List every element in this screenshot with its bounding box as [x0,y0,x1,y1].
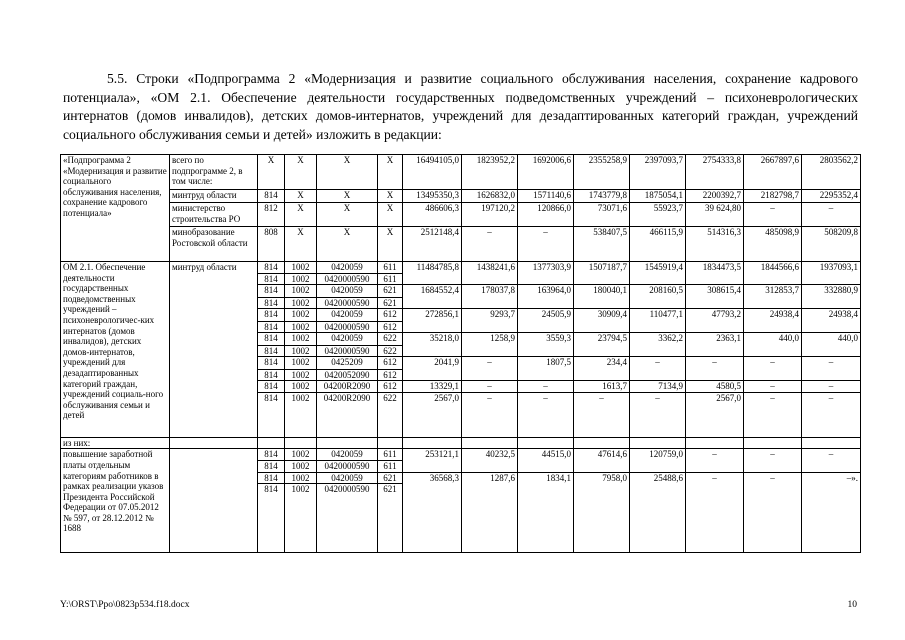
value-cell-7: – [802,449,861,472]
code-rzpr: 1002 [285,345,317,357]
value-cell-7: 440,0 [802,333,861,357]
empty-cell [744,437,802,449]
value-cell-2: – [518,392,574,437]
value-cell-3: 2355258,9 [574,155,630,190]
code-vr: 622 [378,345,403,357]
code-vr: Х [378,155,403,190]
value-cell-4: 466115,9 [630,227,686,262]
code-vr: Х [378,190,403,203]
value-cell-0: 253121,1 [403,449,462,472]
value-cell-3: 47614,6 [574,449,630,472]
code-rzpr: 1002 [285,262,317,274]
value-cell-7: – [802,203,861,227]
code-rzpr: 1002 [285,297,317,309]
value-cell-7: 2295352,4 [802,190,861,203]
code-vr: 612 [378,321,403,333]
value-cell-1: 178037,8 [462,285,518,309]
executor-cell: минтруд области [170,190,258,203]
code-vr: 611 [378,460,403,472]
value-cell-7: 2803562,2 [802,155,861,190]
value-cell-5: 308615,4 [686,285,744,309]
empty-cell [630,437,686,449]
empty-cell [802,437,861,449]
value-cell-6: – [744,357,802,381]
value-cell-3: 7958,0 [574,472,630,553]
value-cell-6: 440,0 [744,333,802,357]
empty-cell [170,437,258,449]
value-cell-3: 23794,5 [574,333,630,357]
code-csr: 0420059 [317,309,378,321]
code-rzpr: 1002 [285,381,317,393]
table-row [61,203,861,227]
value-cell-0: 35218,0 [403,333,462,357]
value-cell-6: – [744,392,802,437]
table-row [61,190,861,203]
code-grbs: 814 [258,381,285,393]
value-cell-2: 1571140,6 [518,190,574,203]
value-cell-4: 2397093,7 [630,155,686,190]
code-grbs: 814 [258,297,285,309]
value-cell-0: 1684552,4 [403,285,462,309]
value-cell-5: – [686,357,744,381]
code-vr: 621 [378,484,403,553]
value-cell-7: – [802,392,861,437]
value-cell-2: 1377303,9 [518,262,574,285]
code-grbs: Х [258,155,285,190]
code-rzpr: Х [285,227,317,262]
value-cell-6: – [744,381,802,393]
code-csr: 0420000590 [317,321,378,333]
code-csr: 0420000590 [317,273,378,285]
code-csr: 0420059 [317,472,378,484]
code-rzpr: 1002 [285,392,317,437]
code-grbs: 814 [258,357,285,369]
value-cell-4: 1545919,4 [630,262,686,285]
value-cell-2: 120866,0 [518,203,574,227]
from-them-label: из них: [61,437,170,449]
value-cell-1: – [462,357,518,381]
code-csr: 04200R2090 [317,392,378,437]
value-cell-5: 1834473,5 [686,262,744,285]
code-grbs: 812 [258,203,285,227]
code-grbs: 814 [258,449,285,461]
code-grbs: 814 [258,460,285,472]
code-rzpr: 1002 [285,273,317,285]
code-grbs: 814 [258,369,285,381]
value-cell-4: 7134,9 [630,381,686,393]
value-cell-6: 2182798,7 [744,190,802,203]
value-cell-3: 538407,5 [574,227,630,262]
program-name-cell: «Подпрограмма 2 «Модернизация и развитие социального обслуживания населения, сохранение кадрового потенциала» [61,155,170,262]
value-cell-4: 120759,0 [630,449,686,472]
value-cell-7: 1937093,1 [802,262,861,285]
empty-cell [258,437,285,449]
page-number: 10 [847,600,857,610]
code-csr: 0420059 [317,262,378,274]
code-csr: Х [317,190,378,203]
value-cell-1: 40232,5 [462,449,518,472]
value-cell-4: 110477,1 [630,309,686,333]
code-csr: 0420059 [317,285,378,297]
empty-cell [378,437,403,449]
value-cell-0: 13495350,3 [403,190,462,203]
code-grbs: 814 [258,273,285,285]
value-cell-6: 1844566,6 [744,262,802,285]
code-csr: Х [317,227,378,262]
code-vr: 621 [378,472,403,484]
value-cell-4: 55923,7 [630,203,686,227]
value-cell-0: 2512148,4 [403,227,462,262]
value-cell-1: 1258,9 [462,333,518,357]
value-cell-5: 514316,3 [686,227,744,262]
code-grbs: 814 [258,321,285,333]
value-cell-0: 36568,3 [403,472,462,553]
code-vr: 612 [378,309,403,321]
value-cell-3: 1507187,7 [574,262,630,285]
code-csr: 0420000590 [317,460,378,472]
code-csr: 0420059 [317,449,378,461]
code-rzpr: Х [285,190,317,203]
value-cell-1: 1438241,6 [462,262,518,285]
main-event-name-cell: ОМ 2.1. Обеспечение деятельности государственных подведомственных учреждений – психоневрологичес-ких интернатов (домов инвалидов), детских домов-интернатов, учреждений для дезадаптированных категорий граждан, учреждений социаль-ного обслуживания семьи и детей [61,262,170,438]
value-cell-1: 197120,2 [462,203,518,227]
code-rzpr: 1002 [285,333,317,345]
value-cell-3: 73071,6 [574,203,630,227]
value-cell-3: 1743779,8 [574,190,630,203]
executor-cell-empty [170,449,258,553]
code-vr: 611 [378,262,403,274]
code-grbs: 814 [258,484,285,553]
value-cell-7: – [802,357,861,381]
value-cell-4: 25488,6 [630,472,686,553]
value-cell-1: 1626832,0 [462,190,518,203]
code-rzpr: 1002 [285,357,317,369]
value-cell-5: 2567,0 [686,392,744,437]
value-cell-0: 11484785,8 [403,262,462,285]
code-rzpr: Х [285,203,317,227]
code-csr: Х [317,155,378,190]
value-cell-4: – [630,392,686,437]
value-cell-5: 4580,5 [686,381,744,393]
budget-table [60,154,861,553]
value-cell-2: 1834,1 [518,472,574,553]
value-cell-5: – [686,472,744,553]
code-csr: 0420000590 [317,345,378,357]
value-cell-2: 3559,3 [518,333,574,357]
code-vr: 622 [378,392,403,437]
value-cell-5: 2200392,7 [686,190,744,203]
code-rzpr: 1002 [285,369,317,381]
code-rzpr: 1002 [285,309,317,321]
value-cell-3: 180040,1 [574,285,630,309]
code-grbs: 814 [258,392,285,437]
value-cell-7: – [802,381,861,393]
value-cell-0: 2041,9 [403,357,462,381]
executor-cell: всего по подпрограмме 2, в том числе: [170,155,258,190]
table-row [61,227,861,262]
value-cell-1: – [462,392,518,437]
value-cell-2: 1692006,6 [518,155,574,190]
value-cell-6: – [744,472,802,553]
value-cell-5: 47793,2 [686,309,744,333]
code-grbs: 814 [258,309,285,321]
value-cell-0: 16494105,0 [403,155,462,190]
value-cell-6: 2667897,6 [744,155,802,190]
value-cell-2: 163964,0 [518,285,574,309]
code-vr: 612 [378,369,403,381]
code-vr: 612 [378,357,403,369]
value-cell-6: – [744,203,802,227]
code-csr: Х [317,203,378,227]
code-grbs: 814 [258,190,285,203]
subevent-name-cell: повышение заработной платы отдельным категориям работников в рамках реализации указов Президента Российской Федерации от 07.05.2012 № 597, от 28.12.2012 № 1688 [61,449,170,553]
code-rzpr: 1002 [285,484,317,553]
code-vr: Х [378,227,403,262]
code-rzpr: 1002 [285,472,317,484]
empty-cell [317,437,378,449]
value-cell-4: 3362,2 [630,333,686,357]
executor-cell: министерство строительства РО [170,203,258,227]
value-cell-2: 1807,5 [518,357,574,381]
code-rzpr: Х [285,155,317,190]
empty-cell [403,437,462,449]
empty-cell [285,437,317,449]
value-cell-5: – [686,449,744,472]
empty-cell [518,437,574,449]
value-cell-5: 39 624,80 [686,203,744,227]
value-cell-7: –». [802,472,861,553]
value-cell-1: 1287,6 [462,472,518,553]
value-cell-0: 272856,1 [403,309,462,333]
value-cell-3: – [574,392,630,437]
value-cell-0: 13329,1 [403,381,462,393]
code-grbs: 814 [258,285,285,297]
code-grbs: 814 [258,345,285,357]
value-cell-0: 486606,3 [403,203,462,227]
code-vr: 611 [378,273,403,285]
code-rzpr: 1002 [285,449,317,461]
value-cell-1: – [462,381,518,393]
value-cell-0: 2567,0 [403,392,462,437]
value-cell-4: 1875054,1 [630,190,686,203]
code-rzpr: 1002 [285,460,317,472]
code-grbs: 814 [258,472,285,484]
code-vr: 611 [378,449,403,461]
value-cell-6: 24938,4 [744,309,802,333]
value-cell-3: 234,4 [574,357,630,381]
value-cell-1: – [462,227,518,262]
value-cell-6: – [744,449,802,472]
intro-paragraph: 5.5. Строки «Подпрограмма 2 «Модернизация и развитие социального обслуживания населения, сохранение кадрового потенциала», «ОМ 2.1. Обеспечение деятельности государственных подведомственных учреждений – психоневрологических интернатов (домов инвалидов), детских домов-интернатов, учреждений для дезадаптированных категорий граждан, учреждений социального обслуживания семьи и детей» изложить в редакции: [63,71,858,142]
table-row [61,262,861,274]
code-vr: 612 [378,381,403,393]
value-cell-7: 508209,8 [802,227,861,262]
value-cell-5: 2754333,8 [686,155,744,190]
value-cell-3: 1613,7 [574,381,630,393]
executor-cell: минтруд области [170,262,258,438]
value-cell-6: 485098,9 [744,227,802,262]
code-vr: 621 [378,297,403,309]
code-grbs: 808 [258,227,285,262]
code-csr: 0425209 [317,357,378,369]
from-them-row [61,437,861,449]
value-cell-1: 9293,7 [462,309,518,333]
value-cell-6: 312853,7 [744,285,802,309]
code-csr: 0420000590 [317,484,378,553]
code-grbs: 814 [258,333,285,345]
value-cell-2: – [518,227,574,262]
value-cell-4: – [630,357,686,381]
code-rzpr: 1002 [285,321,317,333]
value-cell-5: 2363,1 [686,333,744,357]
value-cell-7: 332880,9 [802,285,861,309]
value-cell-3: 30909,4 [574,309,630,333]
code-vr: 621 [378,285,403,297]
value-cell-1: 1823952,2 [462,155,518,190]
code-rzpr: 1002 [285,285,317,297]
value-cell-2: 44515,0 [518,449,574,472]
code-csr: 0420059 [317,333,378,345]
code-csr: 0420052090 [317,369,378,381]
value-cell-2: – [518,381,574,393]
table-row [61,449,861,461]
code-grbs: 814 [258,262,285,274]
value-cell-7: 24938,4 [802,309,861,333]
code-csr: 04200R2090 [317,381,378,393]
executor-cell: минобразование Ростовской области [170,227,258,262]
value-cell-4: 208160,5 [630,285,686,309]
table-row [61,155,861,190]
code-vr: Х [378,203,403,227]
empty-cell [574,437,630,449]
value-cell-2: 24505,9 [518,309,574,333]
code-csr: 0420000590 [317,297,378,309]
empty-cell [686,437,744,449]
empty-cell [462,437,518,449]
code-vr: 622 [378,333,403,345]
footer-file-path: Y:\ORST\Ppo\0823p534.f18.docx [60,600,190,610]
